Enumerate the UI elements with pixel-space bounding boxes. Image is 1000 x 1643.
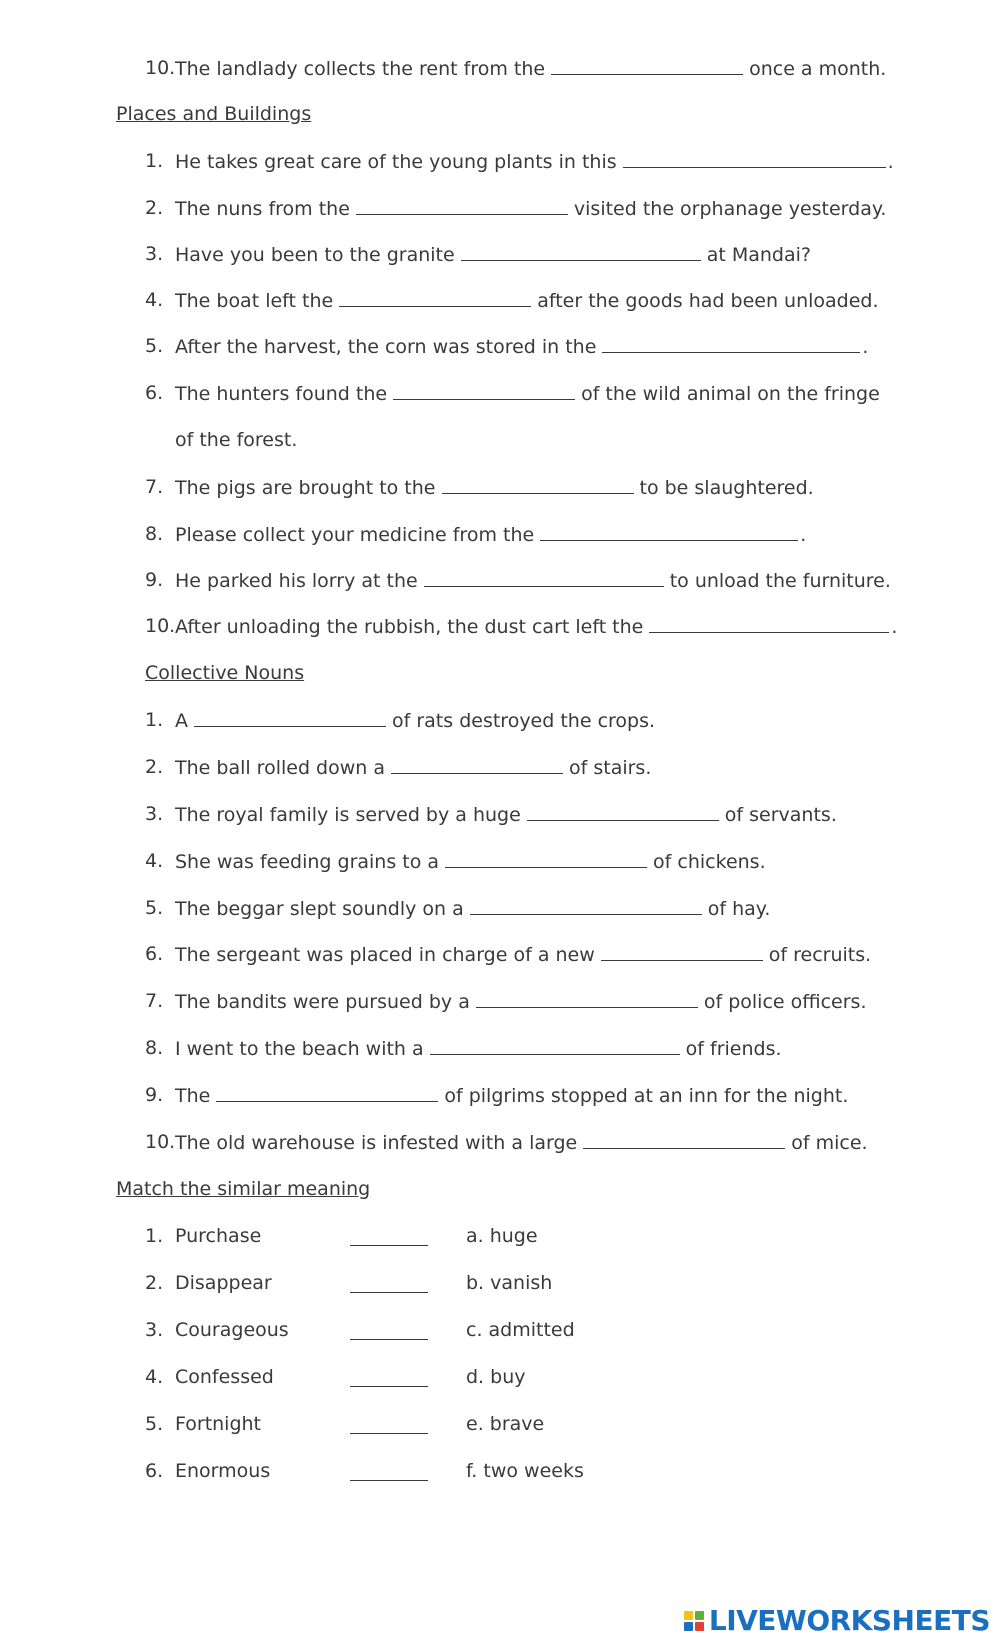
sentence [175,849,766,874]
match-answer-blank[interactable] [350,1368,428,1387]
answer-blank[interactable] [527,802,719,821]
sentence [175,708,655,733]
item-number: 7. [145,476,164,498]
sentence-before: Have you been to the granite [175,244,455,266]
sentence-before: The beggar slept soundly on a [175,898,464,920]
answer-blank[interactable] [391,755,563,774]
sentence-after: . [891,616,898,638]
sentence-before: She was feeding grains to a [175,851,440,873]
match-answer-blank[interactable] [350,1274,428,1293]
match-word: Fortnight [175,1413,262,1435]
section-heading-match: Match the similar meaning [116,1178,371,1200]
sentence [175,475,814,500]
sentence-after: visited the orphanage yesterday. [573,198,887,220]
sentence [175,1036,782,1061]
sentence-after: of stairs. [569,757,652,779]
sentence [175,802,837,827]
item-number: 8. [145,1037,164,1059]
section-heading-collective: Collective Nouns [145,662,305,684]
item-number: 5. [145,1413,164,1435]
match-word: Courageous [175,1319,289,1341]
sentence-after: . [887,151,894,173]
sentence [175,522,806,547]
match-word: Purchase [175,1225,262,1247]
sentence-before: The old warehouse is infested with a large [175,1132,578,1154]
item-number: 2. [145,197,164,219]
section-heading-places: Places and Buildings [116,103,312,125]
match-option: a. huge [466,1225,538,1247]
sentence [175,288,879,313]
sentence-before: The nuns from the [175,198,350,220]
sentence [175,1083,848,1108]
answer-blank[interactable] [356,196,568,215]
sentence [175,334,868,359]
item-number: 1. [145,709,164,731]
sentence [175,989,867,1014]
answer-blank[interactable] [194,708,386,727]
item-number: 2. [145,756,164,778]
sentence-after: once a month. [749,58,887,80]
match-option: b. vanish [466,1272,553,1294]
sentence-before: The bandits were pursued by a [175,991,470,1013]
sentence-after: of pilgrims stopped at an inn for the night. [444,1085,849,1107]
sentence [175,196,886,221]
item-number: 9. [145,569,164,591]
sentence-before: The pigs are brought to the [175,477,436,499]
answer-blank[interactable] [470,896,702,915]
answer-blank[interactable] [393,381,575,400]
answer-blank[interactable] [461,242,701,261]
answer-blank[interactable] [602,334,860,353]
logo-text: LIVEWORKSHEETS [708,1604,990,1637]
sentence-before: The landlady collects the rent from the [175,58,546,80]
sentence-after: . [862,336,869,358]
item-number: 1. [145,1225,164,1247]
match-word: Disappear [175,1272,272,1294]
sentence-before: The ball rolled down a [175,757,385,779]
sentence-before: After unloading the rubbish, the dust cart left the [175,616,644,638]
item-number: 3. [145,1319,164,1341]
sentence-after: of the wild animal on the fringe [581,383,880,405]
answer-blank[interactable] [430,1036,680,1055]
match-option: e. brave [466,1413,545,1435]
answer-blank[interactable] [601,942,763,961]
sentence [175,896,770,921]
match-answer-blank[interactable] [350,1462,428,1481]
answer-blank[interactable] [339,288,531,307]
sentence [175,942,871,967]
sentence-before: The royal family is served by a huge [175,804,521,826]
item-number: 3. [145,803,164,825]
item-number: 1. [145,150,164,172]
sentence-after: . [800,524,807,546]
item-number: 10. [145,615,176,637]
match-word: Confessed [175,1366,274,1388]
match-option: d. buy [466,1366,526,1388]
sentence-before: He parked his lorry at the [175,570,418,592]
sentence [175,242,811,267]
item-number: 2. [145,1272,164,1294]
sentence-after: of servants. [724,804,837,826]
match-answer-blank[interactable] [350,1415,428,1434]
logo-grid-icon [684,1611,704,1631]
answer-blank[interactable] [623,149,886,168]
match-word: Enormous [175,1460,271,1482]
answer-blank[interactable] [445,849,647,868]
sentence-before: The sergeant was placed in charge of a new [175,944,595,966]
item-number: 6. [145,382,164,404]
answer-blank[interactable] [442,475,634,494]
item-number: 5. [145,897,164,919]
sentence-after: of rats destroyed the crops. [392,710,656,732]
sentence-before: A [175,710,188,732]
sentence-before: Please collect your medicine from the [175,524,535,546]
sentence [175,149,894,174]
item-number: 5. [145,335,164,357]
sentence [175,614,897,639]
answer-blank[interactable] [551,56,743,75]
item-number: 6. [145,943,164,965]
item-number: 10. [145,1131,176,1153]
item-number: 4. [145,1366,164,1388]
answer-blank[interactable] [583,1130,785,1149]
answer-blank[interactable] [649,614,889,633]
sentence-after: of mice. [791,1132,868,1154]
sentence-after: of police officers. [703,991,867,1013]
answer-blank[interactable] [476,989,698,1008]
item-number: 10. [145,57,176,79]
answer-blank[interactable] [424,568,664,587]
liveworksheets-logo [684,1604,990,1637]
answer-blank[interactable] [216,1083,438,1102]
sentence-after: of friends. [685,1038,782,1060]
item-number: 4. [145,850,164,872]
match-answer-blank[interactable] [350,1321,428,1340]
sentence [175,1130,868,1155]
item-number: 7. [145,990,164,1012]
item-number: 6. [145,1460,164,1482]
sentence-before: The [175,1085,211,1107]
sentence-before: The boat left the [175,290,334,312]
sentence-after: at Mandai? [706,244,811,266]
answer-blank[interactable] [540,522,798,541]
sentence-after: of chickens. [653,851,766,873]
sentence-after: to unload the furniture. [669,570,891,592]
item-number: 3. [145,243,164,265]
sentence-before: I went to the beach with a [175,1038,424,1060]
sentence-after: to be slaughtered. [639,477,814,499]
match-answer-blank[interactable] [350,1227,428,1246]
item-number: 9. [145,1084,164,1106]
sentence [175,755,651,780]
sentence [175,568,891,593]
sentence-after: of hay. [707,898,771,920]
sentence-before: After the harvest, the corn was stored in the [175,336,597,358]
sentence-before: The hunters found the [175,383,388,405]
sentence [175,381,880,406]
sentence-after: after the goods had been unloaded. [537,290,879,312]
sentence-before: He takes great care of the young plants in this [175,151,617,173]
match-option: c. admitted [466,1319,575,1341]
match-option: f. two weeks [466,1460,584,1482]
item-number: 8. [145,523,164,545]
sentence-continuation: of the forest. [175,429,298,451]
item-number: 4. [145,289,164,311]
sentence [175,56,886,81]
sentence-after: of recruits. [768,944,872,966]
